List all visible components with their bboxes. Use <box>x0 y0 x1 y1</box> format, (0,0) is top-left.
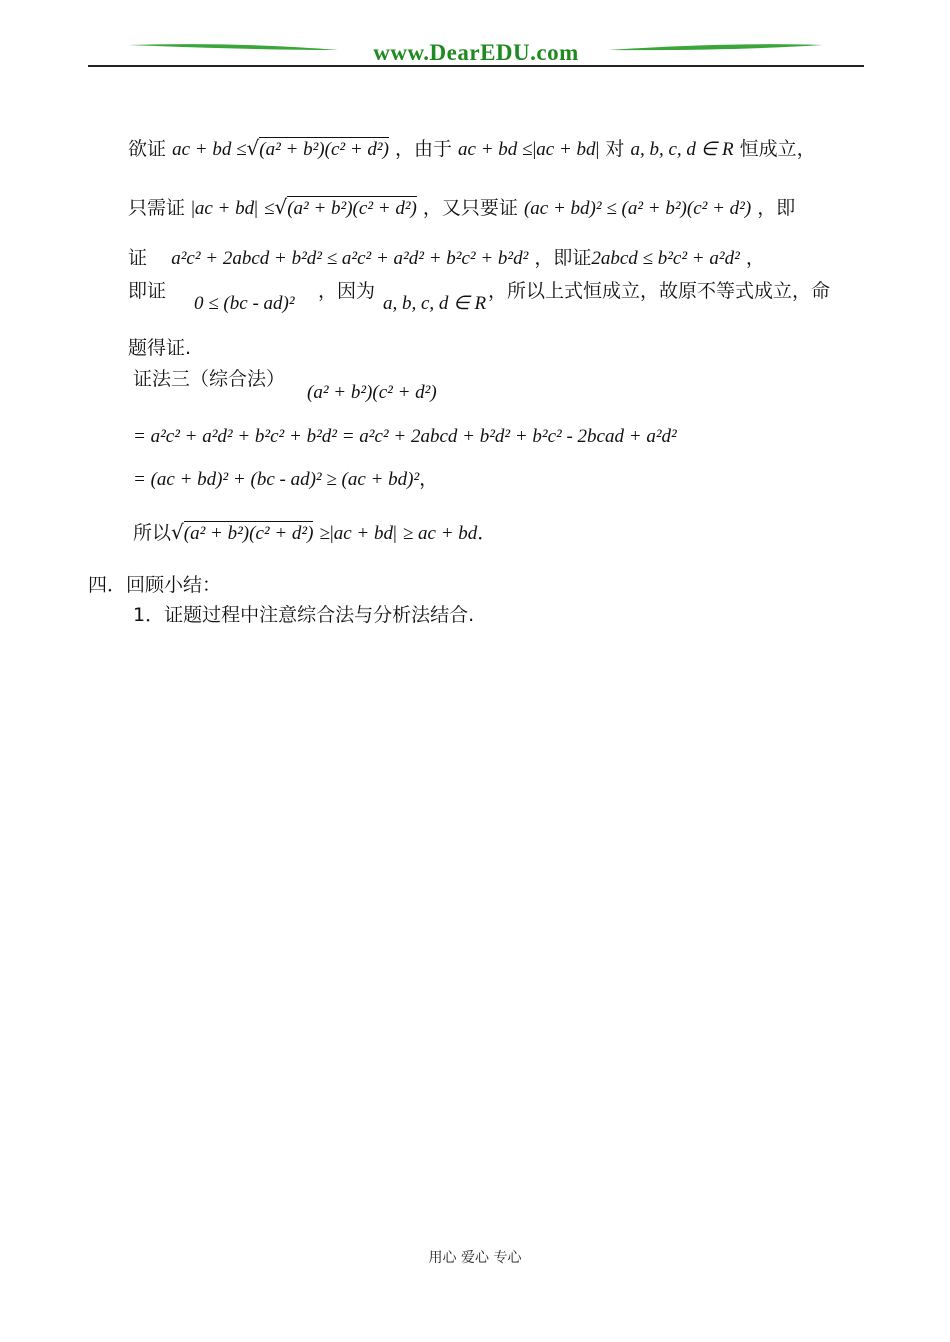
math-abs: ac + bd <box>333 523 393 544</box>
site-name: www.DearEDU.com <box>373 40 579 65</box>
math-expr: a, b, c, d ∈ R <box>630 139 734 160</box>
math-expr: 0 ≤ (bc - ad)² <box>194 293 295 314</box>
math-expr: = a²c² + a²d² + b²c² + b²d² = a²c² + 2abcd + b²d² + b²c² - 2bcad + a²d² <box>133 426 677 447</box>
math-abs: ac + bd <box>194 198 255 219</box>
equation-line-2 <box>133 467 438 492</box>
conclusion-line: 所以√(a² + b²)(c² + d²) ≥|ac + bd| ≥ ac + bd． <box>133 520 497 544</box>
text-line-5 <box>128 336 191 360</box>
math-abs: ac + bd <box>536 139 596 160</box>
proof-three-expr <box>307 380 437 405</box>
text-line-4-math2 <box>383 291 486 316</box>
text: ，由于 <box>394 138 452 160</box>
summary-item-1 <box>133 603 474 627</box>
page-header <box>88 38 864 70</box>
text-line-2: 只需证 |ac + bd| ≤√(a² + b²)(c² + d²) ，又只要证 (ac + bd)² ≤ (a² + b²)(c² + d²) ，即 <box>128 195 796 219</box>
text: ， <box>419 468 439 490</box>
text: 四．回顾小结： <box>88 574 222 596</box>
text: 题得证. <box>128 337 192 359</box>
math-expr: = (ac + bd)² + (bc - ad)² ≥ (ac + bd)² <box>133 469 420 490</box>
text: ， <box>745 247 765 269</box>
text-line-1: 欲证 ac + bd ≤√(a² + b²)(c² + d²) ，由于 ac + bd ≤|ac + bd| 对 a, b, c, d ∈ R 恒成立， <box>128 136 816 160</box>
page-footer: 用心 爱心 专心 <box>428 1250 522 1266</box>
math-expr: ≤ <box>264 198 275 219</box>
text: 只需证 <box>128 197 186 219</box>
text: ，又只要证 <box>422 197 518 219</box>
text-line-4-rest <box>318 279 375 303</box>
math-expr: ≥ <box>319 523 330 544</box>
math-radicand: (a² + b²)(c² + d²) <box>183 523 314 544</box>
text: 所以 <box>133 522 172 544</box>
text: 1．证题过程中注意综合法与分析法结合. <box>133 604 475 626</box>
text: 欲证 <box>128 138 167 160</box>
text-line-4-tail <box>488 279 830 303</box>
text-line-4-math <box>194 291 295 316</box>
text-line-4 <box>128 279 166 303</box>
text: ，即 <box>757 197 796 219</box>
math-expr: (a² + b²)(c² + d²) <box>307 382 437 403</box>
text-line-3 <box>128 246 765 271</box>
text: ，因为 <box>318 280 376 302</box>
text: 恒成立， <box>739 138 816 160</box>
equation-line-1 <box>133 424 677 449</box>
math-expr: a, b, c, d ∈ R <box>383 293 487 314</box>
section-heading-review <box>88 573 221 597</box>
text: 证法三（综合法） <box>133 368 286 390</box>
math-expr: (ac + bd)² ≤ (a² + b²)(c² + d²) <box>523 198 752 219</box>
text: 证 <box>128 247 148 269</box>
math-expr: ac + bd ≤ <box>172 139 247 160</box>
math-expr: a²c² + 2abcd + b²d² ≤ a²c² + a²d² + b²c² + b²d² <box>171 248 529 269</box>
text: ，所以上式恒成立，故原不等式成立，命 <box>488 280 831 302</box>
text: ，即证 <box>534 247 592 269</box>
math-expr: ≥ ac + bd <box>402 523 478 544</box>
math-expr: 2abcd ≤ b²c² + a²d² <box>591 248 740 269</box>
math-radicand: (a² + b²)(c² + d²) <box>259 139 389 160</box>
text: 对 <box>605 138 625 160</box>
text: 即证 <box>128 280 167 302</box>
proof-three-heading <box>133 367 285 391</box>
header-rule <box>88 65 864 67</box>
math-radicand: (a² + b²)(c² + d²) <box>287 198 417 219</box>
math-expr: ac + bd ≤ <box>458 139 533 160</box>
text: ． <box>477 522 497 544</box>
